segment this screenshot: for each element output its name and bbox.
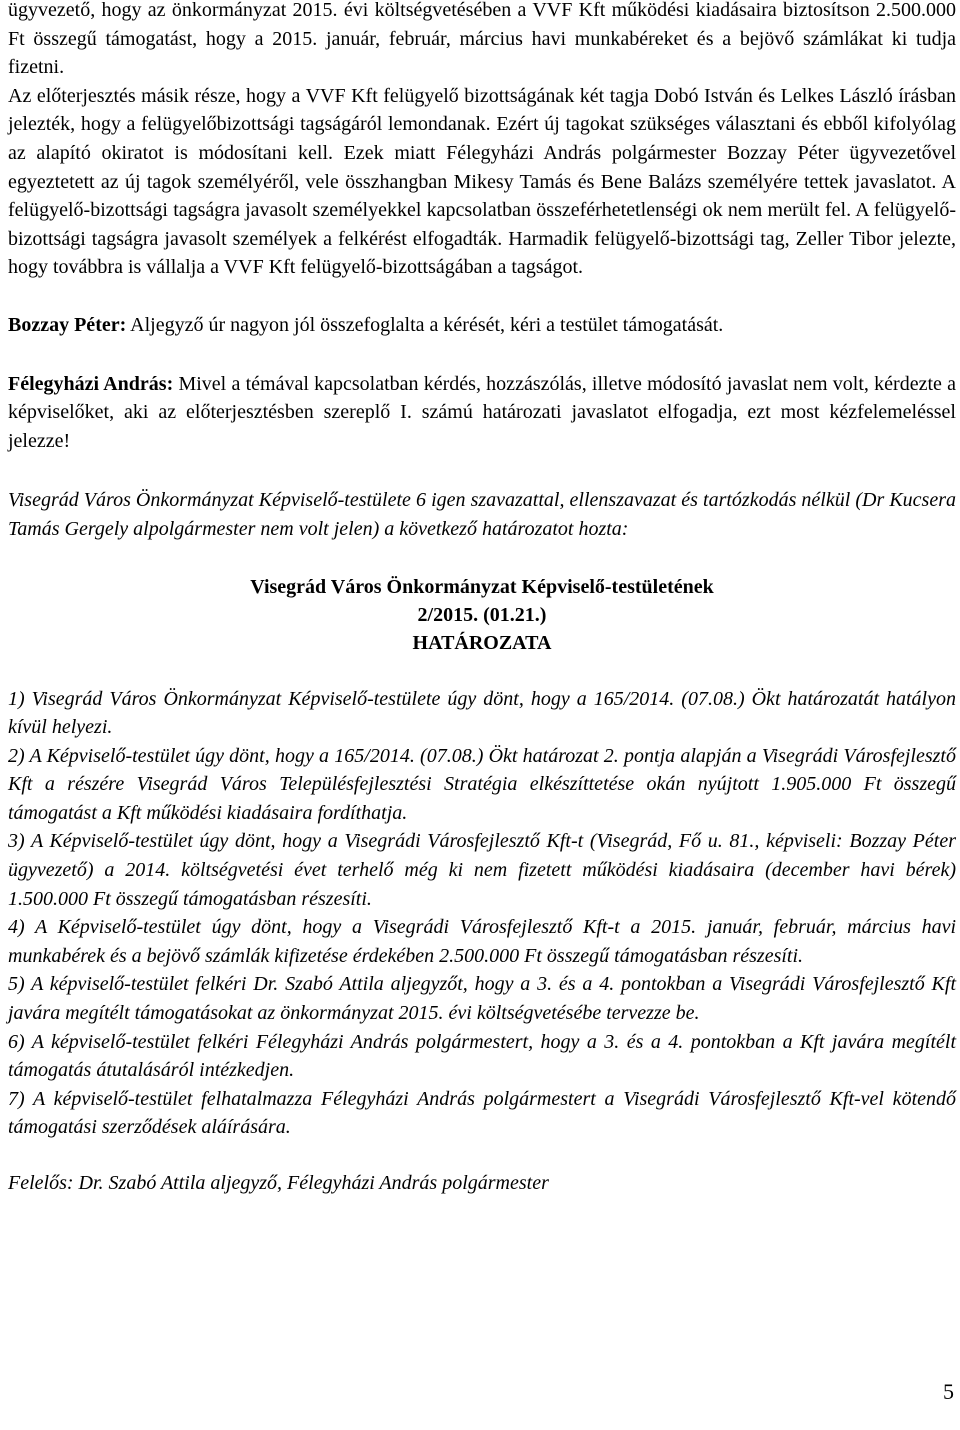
resolution-item: 4) A Képviselő-testület úgy dönt, hogy a Visegrádi Városfejlesztő Kft-t a 2015. január, február, március havi munkabérek és a bejövő számlák kifizetése érdekében 2.500.000 Ft összegű támogatásban részesíti.	[8, 916, 956, 967]
page-number: 5	[943, 1379, 954, 1404]
responsible-persons: Felelős: Dr. Szabó Attila aljegyző, Félegyházi András polgármester	[8, 1172, 549, 1194]
paragraph-budget-request: ügyvezető, hogy az önkormányzat 2015. évi költségvetésében a VVF Kft működési kiadásaira biztosítson 2.500.000 Ft összegű támogatást, hogy a 2015. január, február, március havi munkabéreket és a bejövő számlákat ki tudja fizetni.	[8, 0, 956, 79]
speaker-name: Félegyházi András:	[8, 372, 174, 395]
resolution-header	[8, 573, 956, 657]
speaker-name: Bozzay Péter:	[8, 313, 127, 336]
speech-bozzay	[8, 311, 956, 340]
resolution-number: 2/2015. (01.21.)	[417, 603, 547, 626]
resolution-item: 3) A Képviselő-testület úgy dönt, hogy a Visegrádi Városfejlesztő Kft-t (Visegrád, Fő u. 81., képviseli: Bozzay Péter ügyvezető) a 2014. költségvetési évet terhelő még ki nem fizetett működési kiadásaira (december havi bérek) 1.500.000 Ft összegű támogatásban részesíti.	[8, 830, 956, 910]
vote-result: Visegrád Város Önkormányzat Képviselő-testülete 6 igen szavazattal, ellenszavazat és tartózkodás nélkül (Dr Kucsera Tamás Gergely alpolgármester nem volt jelen) a következő határozatot hozta:	[8, 489, 956, 540]
resolution-item: 7) A képviselő-testület felhatalmazza Félegyházi András polgármestert a Visegrádi Városfejlesztő Kft-vel kötendő támogatási szerződések aláírására.	[8, 1087, 956, 1139]
resolution-item: 1) Visegrád Város Önkormányzat Képviselő-testülete úgy dönt, hogy a 165/2014. (07.08.) Ökt határozatát hatályon kívül helyezi.	[8, 687, 956, 739]
resolution-item: 6) A képviselő-testület felkéri Félegyházi András polgármestert, hogy a 3. és a 4. pontokban a Kft javára megítélt támogatás átutalásáról intézkedjen.	[8, 1030, 956, 1082]
resolution-item: 5) A képviselő-testület felkéri Dr. Szabó Attila aljegyzőt, hogy a 3. és a 4. pontokban a Visegrádi Városfejlesztő Kft javára megítélt támogatásokat az önkormányzat 2015. évi költségvetésébe tervezze be.	[8, 973, 956, 1025]
resolution-label: HATÁROZATA	[412, 631, 552, 654]
resolution-item: 2) A Képviselő-testület úgy dönt, hogy a 165/2014. (07.08.) Ökt határozat 2. pontja alapján a Visegrádi Városfejlesztő Kft a részére Visegrád Város Településfejlesztési Stratégia elkészíttetése okán nyújtott 1.905.000 Ft összegű támogatást a Kft működési kiadásaira fordíthatja.	[8, 744, 956, 824]
paragraph-supervisory-board: Az előterjesztés másik része, hogy a VVF Kft felügyelő bizottságának két tagja Dobó István és Lelkes László írásban jelezték, hogy a felügyelőbizottsági tagságáról lemondanak. Ezért új tagokat szükséges választani és ebből kifolyólag az alapító okiratot is módosítani kell. Ezek miatt Félegyházi András polgármester Bozzay Péter ügyvezetővel egyeztetett az új tagok személyéről, vele összhangban Mikesy Tamás és Bene Balázs személyére tettek javaslatot. A felügyelő-bizottsági tagságra javasolt személyekkel kapcsolatban összeférhetetlenségi ok nem merült fel. A felügyelő-bizottsági tagságra javasolt személyek a felkérést elfogadták. Harmadik felügyelő-bizottsági tag, Zeller Tibor jelezte, hogy továbbra is vállalja a VVF Kft felügyelő-bizottságában a tagságot.	[8, 84, 956, 279]
resolution-title: Visegrád Város Önkormányzat Képviselő-testületének	[250, 575, 714, 598]
speech-text: Aljegyző úr nagyon jól összefoglalta a kérését, kéri a testület támogatását.	[126, 313, 724, 336]
resolution-items	[8, 685, 956, 1143]
speech-felegyhazi	[8, 370, 956, 456]
speech-text: Mivel a témával kapcsolatban kérdés, hozzászólás, illetve módosító javaslat nem volt, kérdezte a képviselőket, aki az előterjesztésben szereplő I. számú határozati javaslatot elfogadja, ezt most kézfelemeléssel jelezze!	[8, 372, 956, 452]
document-page	[8, 0, 956, 1198]
